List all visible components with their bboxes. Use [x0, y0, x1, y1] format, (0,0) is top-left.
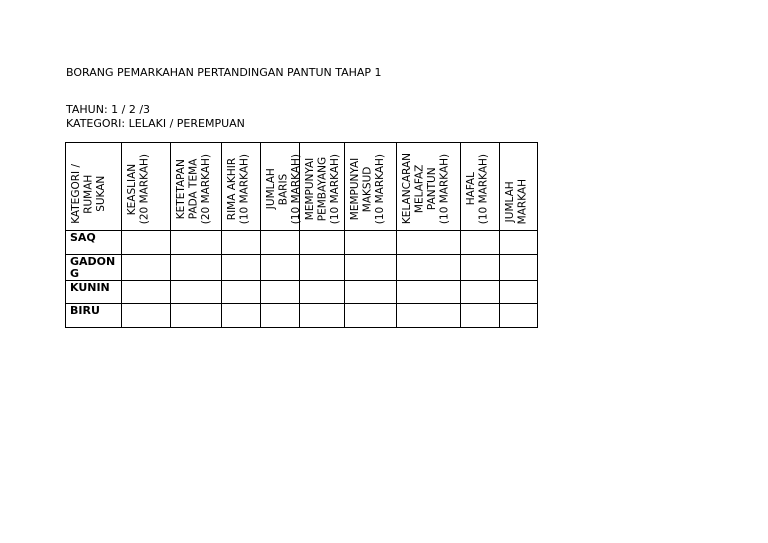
- header-kategori: [66, 143, 122, 231]
- year-line: TAHUN: 1 / 2 /3: [66, 103, 151, 116]
- header-label: KEASLIAN (20 MARKAH): [126, 153, 151, 224]
- row-label: BIRU: [66, 304, 122, 328]
- table-row: [66, 231, 538, 255]
- header-jumlah-markah: [500, 143, 538, 231]
- score-cell[interactable]: [171, 281, 222, 304]
- header-label: RIMA AKHIR (10 MARKAH): [226, 153, 251, 224]
- score-cell[interactable]: [261, 231, 300, 255]
- score-cell[interactable]: [222, 231, 261, 255]
- score-cell[interactable]: [122, 255, 171, 281]
- header-maksud: [345, 143, 397, 231]
- score-cell[interactable]: [461, 281, 500, 304]
- score-cell[interactable]: [122, 281, 171, 304]
- score-cell[interactable]: [261, 281, 300, 304]
- table-row: [66, 255, 538, 281]
- score-cell[interactable]: [222, 255, 261, 281]
- score-cell[interactable]: [345, 281, 397, 304]
- category-line: KATEGORI: LELAKI / PEREMPUAN: [66, 117, 245, 130]
- form-title: BORANG PEMARKAHAN PERTANDINGAN PANTUN TAHAP 1: [66, 66, 382, 79]
- score-cell[interactable]: [222, 281, 261, 304]
- score-cell[interactable]: [300, 281, 345, 304]
- score-cell[interactable]: [461, 231, 500, 255]
- row-label: KUNIN: [66, 281, 122, 304]
- header-label: JUMLAH MARKAH: [504, 178, 529, 224]
- header-label: KATEGORI / RUMAH SUKAN: [70, 164, 107, 224]
- row-label: SAQ: [66, 231, 122, 255]
- header-pembayang: [300, 143, 345, 231]
- score-cell[interactable]: [461, 304, 500, 328]
- score-cell[interactable]: [500, 231, 538, 255]
- header-hafal: [461, 143, 500, 231]
- score-cell[interactable]: [261, 255, 300, 281]
- header-kelancaran: [397, 143, 461, 231]
- score-cell[interactable]: [461, 255, 500, 281]
- score-cell[interactable]: [122, 231, 171, 255]
- header-keaslian: [122, 143, 171, 231]
- table-row: [66, 281, 538, 304]
- score-cell[interactable]: [122, 304, 171, 328]
- score-cell[interactable]: [345, 231, 397, 255]
- header-ketetapan: [171, 143, 222, 231]
- score-cell[interactable]: [171, 231, 222, 255]
- score-cell[interactable]: [500, 255, 538, 281]
- score-cell[interactable]: [345, 255, 397, 281]
- score-cell[interactable]: [345, 304, 397, 328]
- header-label: MEMPUNYAI MAKSUD (10 MARKAH): [349, 153, 386, 224]
- score-cell[interactable]: [222, 304, 261, 328]
- header-row: [66, 143, 538, 231]
- score-cell[interactable]: [300, 231, 345, 255]
- header-jumlah-baris: [261, 143, 300, 231]
- score-cell[interactable]: [261, 304, 300, 328]
- score-cell[interactable]: [500, 281, 538, 304]
- score-table: [65, 142, 538, 328]
- score-cell[interactable]: [397, 231, 461, 255]
- score-cell[interactable]: [300, 255, 345, 281]
- header-rima-akhir: [222, 143, 261, 231]
- score-cell[interactable]: [300, 304, 345, 328]
- score-cell[interactable]: [171, 304, 222, 328]
- header-label: MEMPUNYAI PEMBAYANG (10 MARKAH): [304, 153, 341, 224]
- score-cell[interactable]: [397, 255, 461, 281]
- header-label: JUMLAH BARIS (10 MARKAH): [265, 153, 302, 224]
- header-label: HAFAL (10 MARKAH): [465, 153, 490, 224]
- table-row: [66, 304, 538, 328]
- score-cell[interactable]: [397, 281, 461, 304]
- header-label: KELANCARAN MELAFAZ PANTUN (10 MARKAH): [401, 152, 451, 224]
- row-label: GADON G: [66, 255, 122, 281]
- score-cell[interactable]: [171, 255, 222, 281]
- score-cell[interactable]: [500, 304, 538, 328]
- score-cell[interactable]: [397, 304, 461, 328]
- header-label: KETETAPAN PADA TEMA (20 MARKAH): [175, 153, 212, 224]
